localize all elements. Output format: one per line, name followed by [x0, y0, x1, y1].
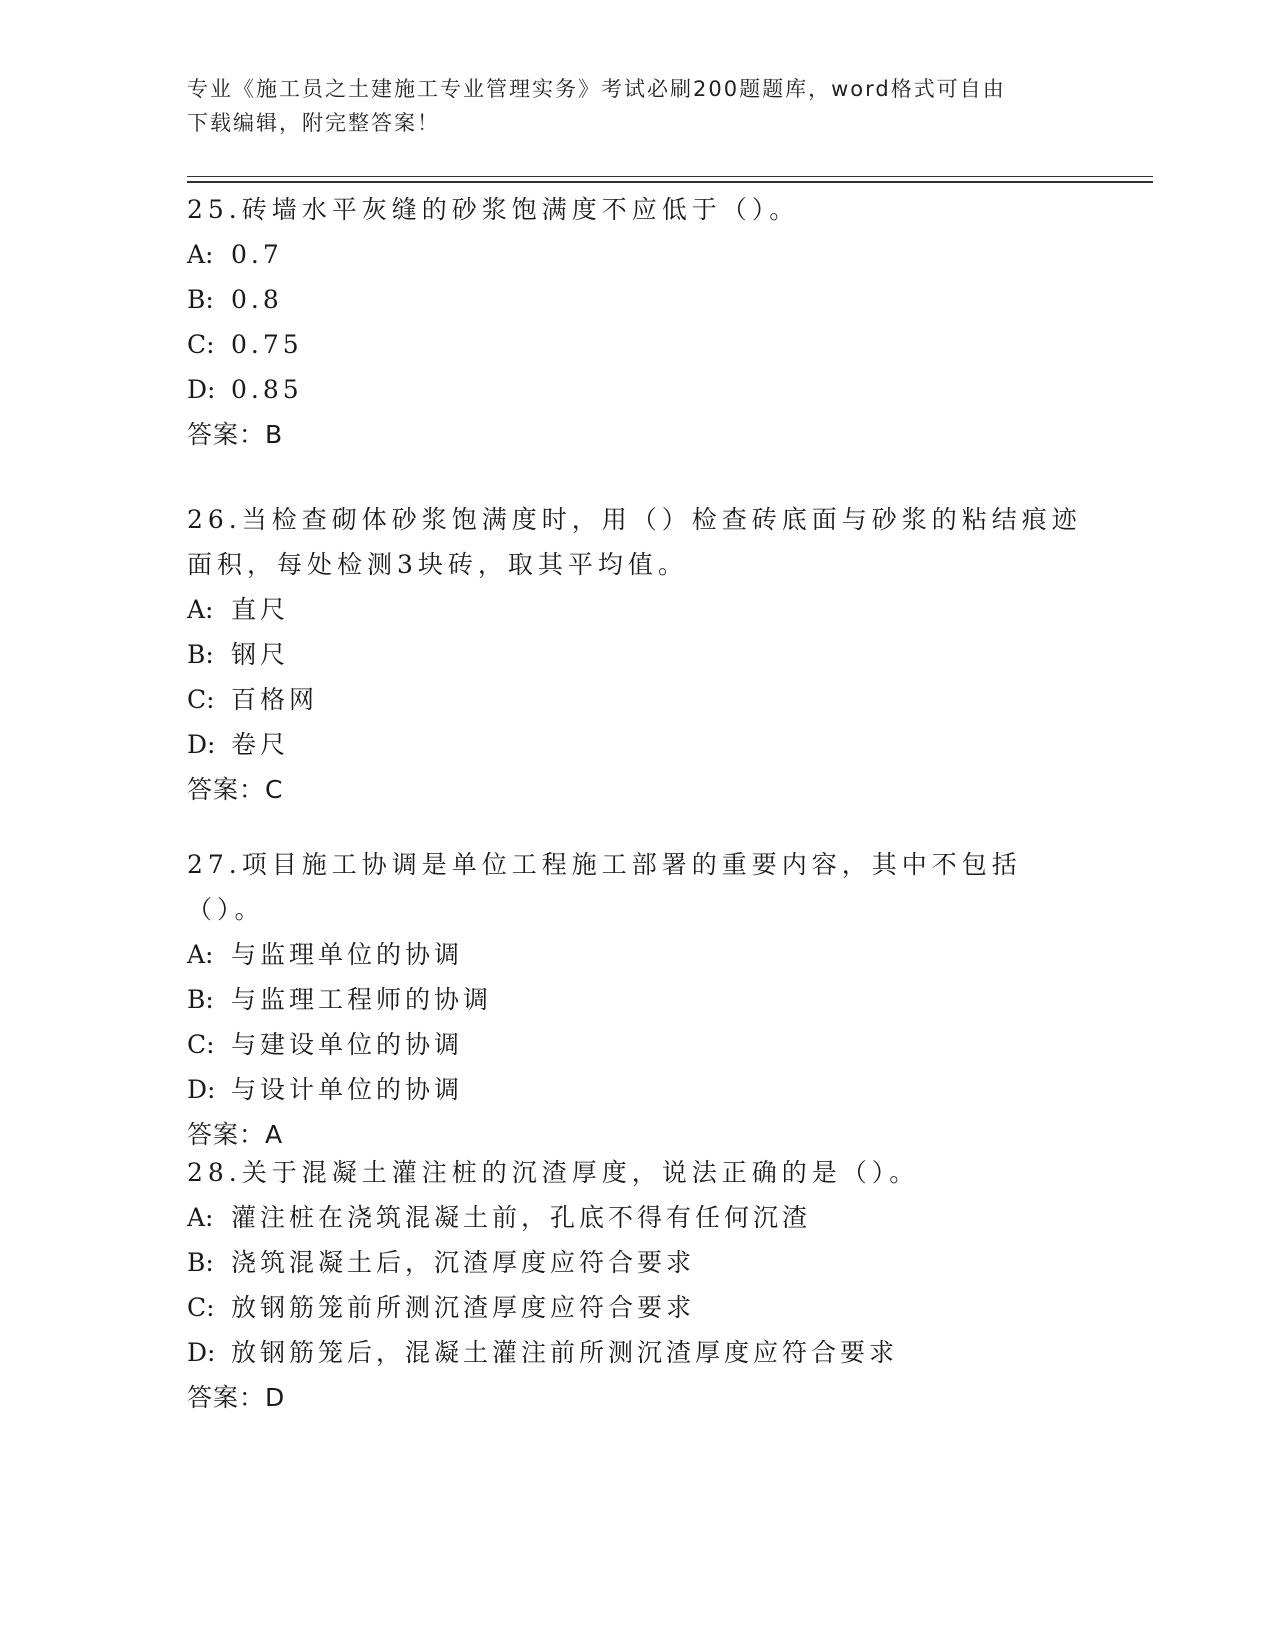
option-letter: D:: [187, 1075, 216, 1104]
option-letter: C:: [187, 330, 215, 359]
option-text: 卷尺: [231, 730, 290, 759]
option-a: [187, 232, 1087, 277]
option-letter: A:: [187, 595, 214, 624]
option-letter: D:: [187, 375, 216, 404]
question-26: [187, 497, 1087, 813]
option-letter: C:: [187, 1293, 215, 1322]
option-d: [187, 722, 1087, 767]
answer-line: 答案：B: [187, 420, 284, 449]
option-letter: B:: [187, 285, 214, 314]
option-letter: C:: [187, 1030, 215, 1059]
option-letter: A:: [187, 240, 214, 269]
option-b: [187, 977, 1087, 1022]
option-text: 0.85: [231, 375, 303, 404]
option-letter: A:: [187, 940, 214, 969]
option-text: 0.7: [231, 240, 283, 269]
option-letter: A:: [187, 1203, 214, 1232]
option-d: [187, 367, 1087, 412]
option-letter: D:: [187, 730, 216, 759]
option-letter: B:: [187, 985, 214, 1014]
option-c: [187, 1285, 1087, 1330]
option-letter: D:: [187, 1338, 216, 1367]
option-text: 与建设单位的协调: [231, 1030, 464, 1059]
option-letter: B:: [187, 1248, 214, 1277]
option-text: 与监理工程师的协调: [231, 985, 493, 1014]
option-text: 0.75: [231, 330, 303, 359]
question-text: 28.关于混凝土灌注桩的沉渣厚度，说法正确的是（）。: [187, 1158, 920, 1187]
document-header: [187, 72, 1087, 140]
option-text: 浇筑混凝土后，沉渣厚度应符合要求: [231, 1248, 696, 1277]
option-a: [187, 932, 1087, 977]
header-line-2: 下载编辑，附完整答案！: [187, 111, 440, 135]
option-b: [187, 632, 1087, 677]
option-b: [187, 1240, 1087, 1285]
option-a: [187, 1195, 1087, 1240]
option-c: [187, 677, 1087, 722]
option-text: 百格网: [231, 685, 319, 714]
option-d: [187, 1067, 1087, 1112]
option-text: 放钢筋笼后，混凝土灌注前所测沉渣厚度应符合要求: [231, 1338, 899, 1367]
answer-line: 答案：D: [187, 1383, 286, 1412]
option-b: [187, 277, 1087, 322]
answer-line: 答案：A: [187, 1120, 284, 1149]
option-c: [187, 1022, 1087, 1067]
option-text: 直尺: [231, 595, 290, 624]
question-text: 27.项目施工协调是单位工程施工部署的重要内容，其中不包括（）。: [187, 850, 1022, 924]
question-text: 25.砖墙水平灰缝的砂浆饱满度不应低于（）。: [187, 195, 800, 224]
header-line-1: 专业《施工员之土建施工专业管理实务》考试必刷200题题库，word格式可自由: [187, 77, 1006, 101]
header-divider-thick: [187, 181, 1153, 183]
option-text: 0.8: [231, 285, 283, 314]
question-27: [187, 842, 1087, 1158]
answer-line: 答案：C: [187, 775, 284, 804]
option-letter: C:: [187, 685, 215, 714]
header-divider-thin: [187, 176, 1153, 177]
option-text: 灌注桩在浇筑混凝土前，孔底不得有任何沉渣: [231, 1203, 812, 1232]
option-text: 放钢筋笼前所测沉渣厚度应符合要求: [231, 1293, 696, 1322]
option-a: [187, 587, 1087, 632]
option-letter: B:: [187, 640, 214, 669]
question-28: [187, 1150, 1087, 1421]
option-c: [187, 322, 1087, 367]
option-text: 钢尺: [231, 640, 290, 669]
option-text: 与监理单位的协调: [231, 940, 464, 969]
option-text: 与设计单位的协调: [231, 1075, 464, 1104]
question-text: 26.当检查砌体砂浆饱满度时，用（）检查砖底面与砂浆的粘结痕迹面积，每处检测3块砖，取其平均值。: [187, 505, 1082, 579]
option-d: [187, 1330, 1087, 1375]
question-25: [187, 187, 1087, 458]
